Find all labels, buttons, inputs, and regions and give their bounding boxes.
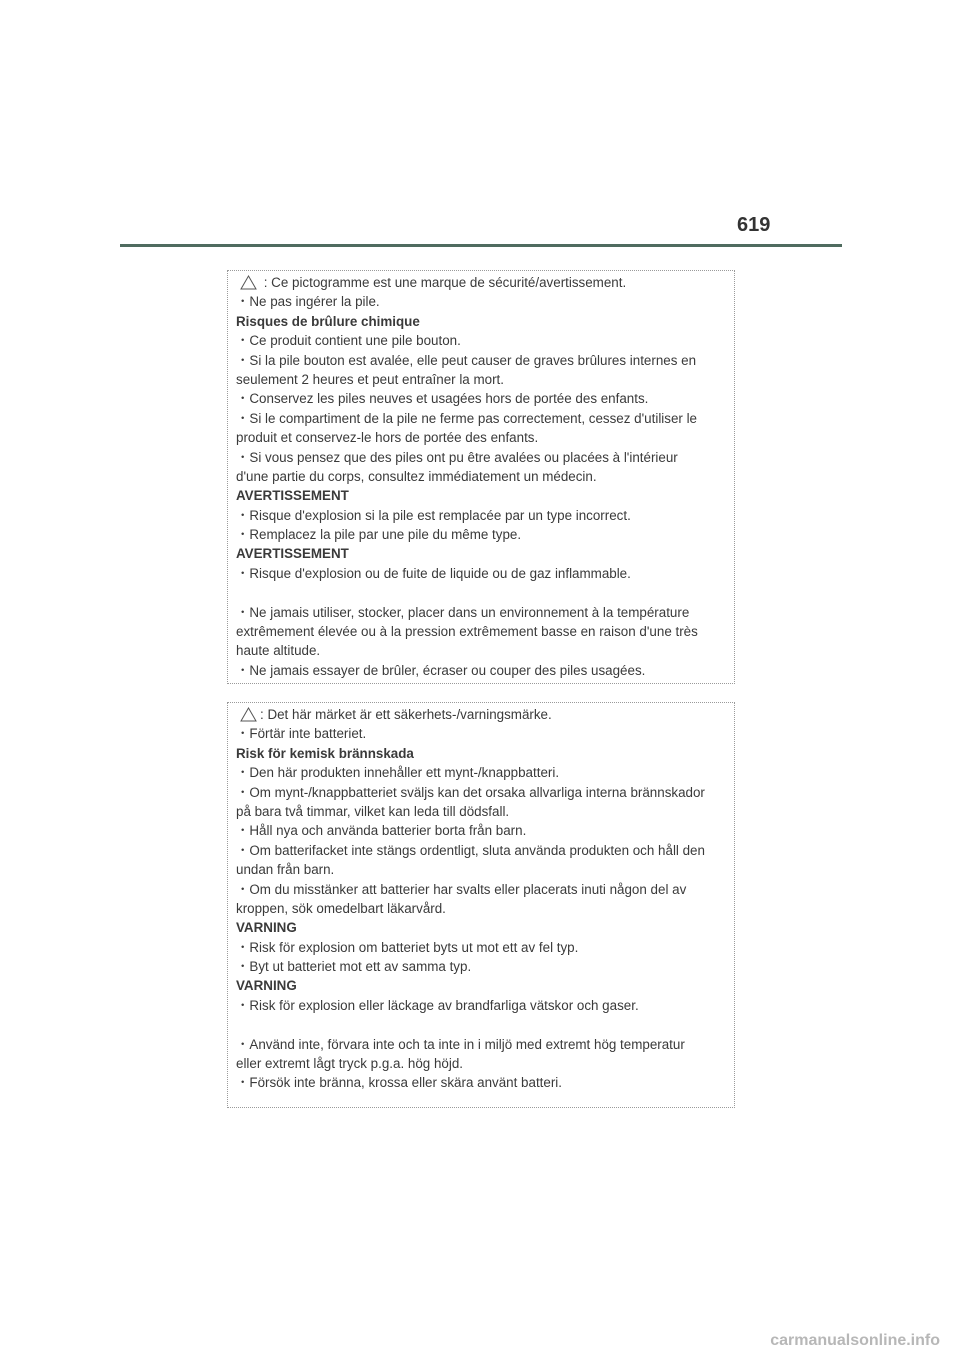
watermark: carmanualsonline.info [770, 1332, 940, 1349]
text-line: kroppen, sök omedelbart läkarvård. [236, 900, 446, 916]
text-line: ・Risk för explosion eller läckage av brandfarliga vätskor och gaser. [236, 997, 639, 1013]
page-number: 619 [737, 214, 771, 236]
text-line: ・Si la pile bouton est avalée, elle peut causer de graves brûlures internes en [236, 352, 697, 368]
french-lines [236, 292, 734, 680]
text-line: ・Förtär inte batteriet. [236, 726, 367, 742]
section-heading: VARNING [236, 920, 297, 936]
text-line [236, 583, 734, 602]
text-line: ・Om batterifacket inte stängs ordentligt, sluta använda produkten och håll den [236, 842, 705, 858]
text-line: ・Om mynt-/knappbatteriet sväljs kan det orsaka allvarliga interna brännskador [236, 784, 705, 800]
warning-triangle-icon [240, 275, 257, 290]
text-line: undan från barn. [236, 862, 335, 878]
text-line: ・Si le compartiment de la pile ne ferme pas correctement, cessez d'utiliser le [236, 410, 698, 426]
text-line: d'une partie du corps, consultez immédiatement un médecin. [236, 468, 597, 484]
french-symbol-line [236, 273, 734, 292]
text-line: ・Om du misstänker att batterier har svalts eller placerats inuti någon del av [236, 881, 687, 897]
swedish-symbol-line [236, 705, 734, 724]
section-heading: AVERTISSEMENT [236, 546, 349, 562]
text-line: ・Si vous pensez que des piles ont pu être avalées ou placées à l'intérieur [236, 449, 678, 465]
french-warning-box [227, 270, 735, 684]
text-line: ・Risque d'explosion si la pile est remplacée par un type incorrect. [236, 507, 631, 523]
warning-triangle-icon [240, 707, 257, 722]
text-line: ・Byt ut batteriet mot ett av samma typ. [236, 959, 472, 975]
text-line: ・Ne jamais essayer de brûler, écraser ou couper des piles usagées. [236, 662, 646, 678]
text-line: ・Försök inte bränna, krossa eller skära använt batteri. [236, 1075, 562, 1091]
swedish-lines [236, 724, 734, 1092]
text-line: eller extremt lågt tryck p.g.a. hög höjd. [236, 1056, 464, 1072]
text-line [236, 1015, 734, 1034]
text-line: extrêmement élevée ou à la pression extrêmement basse en raison d'une très [236, 624, 698, 640]
text-line: ・Använd inte, förvara inte och ta inte in i miljö med extremt hög temperatur [236, 1036, 685, 1052]
text-line: ・Risque d'explosion ou de fuite de liquide ou de gaz inflammable. [236, 565, 631, 581]
text-line: ・Den här produkten innehåller ett mynt-/knappbatteri. [236, 765, 560, 781]
swedish-warning-box [227, 702, 735, 1108]
text-line: ・Ce produit contient une pile bouton. [236, 333, 461, 349]
text-line: seulement 2 heures et peut entraîner la mort. [236, 371, 504, 387]
text-line: ・Risk för explosion om batteriet byts ut mot ett av fel typ. [236, 939, 579, 955]
text-line: ・Remplacez la pile par une pile du même type. [236, 527, 522, 543]
section-heading: VARNING [236, 978, 297, 994]
french-symbol-text: : Ce pictogramme est une marque de sécurité/avertissement. [260, 275, 627, 290]
text-line: ・Conservez les piles neuves et usagées hors de portée des enfants. [236, 391, 649, 407]
text-line: ・Ne pas ingérer la pile. [236, 294, 380, 310]
text-line: haute altitude. [236, 643, 321, 659]
swedish-symbol-text: : Det här märket är ett säkerhets-/varningsmärke. [260, 707, 552, 722]
section-heading: Risques de brûlure chimique [236, 313, 420, 329]
section-heading: AVERTISSEMENT [236, 488, 349, 504]
text-line: på bara två timmar, vilket kan leda till dödsfall. [236, 803, 510, 819]
header-rule [120, 244, 842, 247]
text-line: produit et conservez-le hors de portée des enfants. [236, 430, 539, 446]
section-heading: Risk för kemisk brännskada [236, 745, 414, 761]
text-line: ・Ne jamais utiliser, stocker, placer dans un environnement à la température [236, 604, 690, 620]
text-line: ・Håll nya och använda batterier borta från barn. [236, 823, 527, 839]
